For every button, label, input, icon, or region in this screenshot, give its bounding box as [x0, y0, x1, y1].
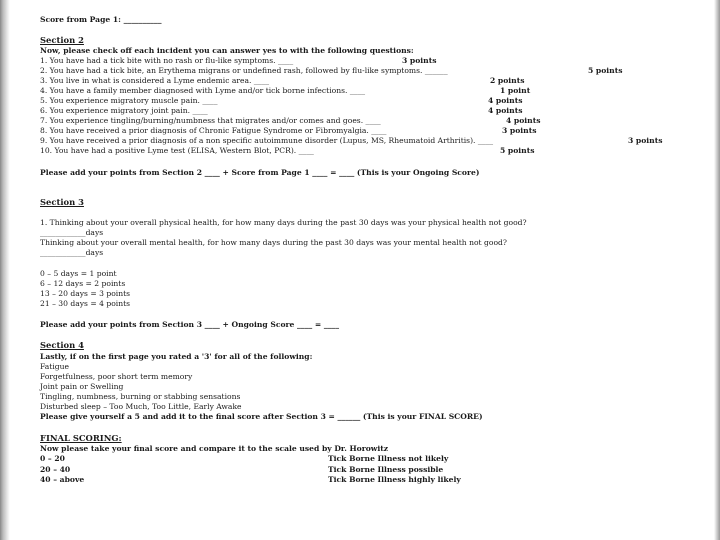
section2-points-4: 1 point — [500, 86, 531, 95]
section3-total-line: Please add your points from Section 3 ____ + Ongoing Score ____ = ____ — [40, 320, 340, 329]
section3-mental-question: Thinking about your overall mental health, for how many days during the past 30 days was your mental health not good? — [40, 238, 507, 247]
section2-points-6: 4 points — [488, 106, 523, 115]
section3-physical-days: ____________days — [40, 228, 104, 237]
section4-item-5: Disturbed sleep – Too Much, Too Little, Early Awake — [40, 402, 242, 411]
section2-question-9: 9. You have received a prior diagnosis of a non specific autoimmune disorder (Lupus, MS, Rheumatoid Arthritis). ____ — [40, 136, 494, 145]
final-range-1: 0 – 20 — [40, 454, 65, 463]
section4-intro: Lastly, if on the first page you rated a '3' for all of the following: — [40, 352, 313, 361]
final-scoring-intro: Now please take your final score and compare it to the scale used by Dr. Horowitz — [40, 444, 389, 453]
section2-question-2: 2. You have had a tick bite, an Erythema migrans or undefined rash, followed by flu-like symptoms. ______ — [40, 66, 448, 75]
section2-points-8: 3 points — [502, 126, 537, 135]
final-range-3: 40 – above — [40, 475, 85, 484]
section3-heading: Section 3 — [40, 197, 84, 207]
final-result-1: Tick Borne Illness not likely — [328, 454, 449, 463]
scan-edge-right — [714, 0, 720, 540]
section4-item-2: Forgetfulness, poor short term memory — [40, 372, 193, 381]
section3-scale-2: 6 – 12 days = 2 points — [40, 279, 126, 288]
section2-question-8: 8. You have received a prior diagnosis of Chronic Fatigue Syndrome or Fibromyalgia. ____ — [40, 126, 387, 135]
section2-question-1: 1. You have had a tick bite with no rash or flu-like symptoms. ____ — [40, 56, 294, 65]
section4-final-line: Please give yourself a 5 and add it to the final score after Section 3 = ______ (This is your FINAL SCORE) — [40, 412, 483, 421]
section2-points-10: 5 points — [500, 146, 535, 155]
section2-question-6: 6. You experience migratory joint pain. ____ — [40, 106, 208, 115]
section2-heading: Section 2 — [40, 35, 84, 45]
section2-question-4: 4. You have a family member diagnosed with Lyme and/or tick borne infections. ____ — [40, 86, 366, 95]
section2-points-1: 3 points — [402, 56, 437, 65]
section2-total-line: Please add your points from Section 2 ____ + Score from Page 1 ____ = ____ (This is your Ongoing Score) — [40, 168, 480, 177]
scan-edge-left — [0, 0, 10, 540]
section2-question-7: 7. You experience tingling/burning/numbness that migrates and/or comes and goes. ____ — [40, 116, 381, 125]
section3-physical-question: 1. Thinking about your overall physical health, for how many days during the past 30 days was your physical health not good? — [40, 218, 527, 227]
section3-scale-4: 21 – 30 days = 4 points — [40, 299, 131, 308]
section2-question-10: 10. You have had a positive Lyme test (ELISA, Western Blot, PCR). ____ — [40, 146, 314, 155]
final-scoring-heading: FINAL SCORING: — [40, 433, 122, 443]
section4-heading: Section 4 — [40, 340, 84, 350]
section3-scale-3: 13 – 20 days = 3 points — [40, 289, 131, 298]
section2-points-3: 2 points — [490, 76, 525, 85]
score-page1-line: Score from Page 1: __________ — [40, 15, 162, 24]
section2-points-9: 3 points — [628, 136, 663, 145]
section2-question-5: 5. You experience migratory muscle pain. ____ — [40, 96, 218, 105]
section4-item-1: Fatigue — [40, 362, 70, 371]
final-result-3: Tick Borne Illness highly likely — [328, 475, 461, 484]
section3-mental-days: ____________days — [40, 248, 104, 257]
section2-intro: Now, please check off each incident you can answer yes to with the following questions: — [40, 46, 414, 55]
section2-points-7: 4 points — [506, 116, 541, 125]
section4-item-4: Tingling, numbness, burning or stabbing sensations — [40, 392, 241, 401]
section2-question-3: 3. You live in what is considered a Lyme endemic area. ____ — [40, 76, 270, 85]
section2-points-2: 5 points — [588, 66, 623, 75]
final-result-2: Tick Borne Illness possible — [328, 465, 444, 474]
section3-scale-1: 0 – 5 days = 1 point — [40, 269, 117, 278]
section4-item-3: Joint pain or Swelling — [40, 382, 124, 391]
section2-points-5: 4 points — [488, 96, 523, 105]
final-range-2: 20 – 40 — [40, 465, 71, 474]
